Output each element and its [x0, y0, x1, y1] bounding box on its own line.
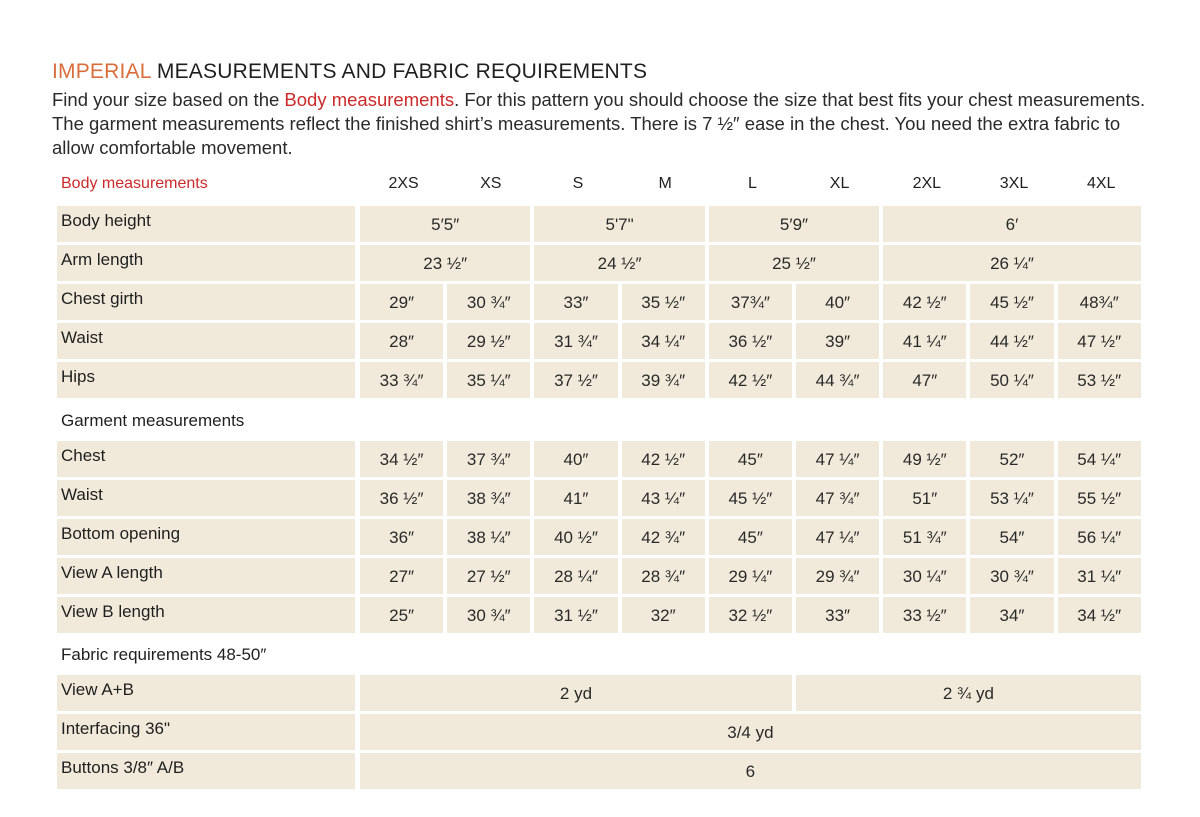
value-cell — [534, 206, 704, 242]
cell-value: 54 ¼″ — [1077, 450, 1122, 469]
cell-value: 5′9″ — [779, 215, 809, 234]
cell-value: 44 ¾″ — [815, 371, 860, 391]
row-label: Hips — [57, 362, 355, 398]
value-cell — [447, 441, 530, 477]
value-cell — [709, 558, 792, 594]
row-label: Interfacing 36" — [57, 714, 355, 750]
cell-value: 23 ½″ — [423, 254, 468, 274]
value-cell — [1058, 480, 1141, 516]
cell-value: 24 ½″ — [597, 254, 642, 274]
size-xl: XL — [829, 175, 850, 192]
cell-value: 29 ¼″ — [728, 567, 773, 587]
cell-value: 5'7" — [605, 215, 634, 234]
value-cell — [796, 362, 879, 398]
value-cell — [709, 245, 879, 281]
cell-value: 34 ½″ — [1077, 606, 1122, 626]
value-cell — [534, 519, 617, 555]
value-cell — [360, 362, 443, 398]
value-cell — [709, 284, 792, 320]
cell-value: 31 ¾″ — [554, 332, 598, 352]
value-cell — [360, 558, 443, 594]
value-cell — [883, 245, 1141, 281]
value-cell — [970, 597, 1053, 633]
cell-value: 6 — [745, 762, 756, 782]
cell-value: 45 ½″ — [728, 489, 773, 509]
value-cell — [970, 323, 1053, 359]
cell-value: 35 ¼″ — [466, 371, 511, 391]
cell-value: 53 ½″ — [1077, 371, 1122, 391]
value-cell — [622, 480, 705, 516]
value-cell — [360, 323, 443, 359]
cell-value: 27″ — [389, 567, 415, 587]
value-cell — [622, 323, 705, 359]
value-cell — [796, 519, 879, 555]
page-title — [52, 60, 647, 84]
cell-value: 27 ½″ — [466, 567, 511, 587]
value-cell — [1058, 362, 1141, 398]
cell-value: 34 ¼″ — [641, 332, 686, 352]
value-cell — [534, 480, 617, 516]
row-label: View A+B — [57, 675, 355, 711]
row-label: Waist — [57, 323, 355, 359]
cell-value: 42 ½″ — [641, 450, 686, 469]
value-cell — [447, 323, 530, 359]
cell-value: 42 ¾″ — [641, 528, 686, 548]
cell-value: 56 ¼″ — [1077, 528, 1122, 548]
row-view-b-length — [0, 597, 1200, 633]
value-cell — [709, 323, 792, 359]
value-cell — [534, 597, 617, 633]
cell-value: 32″ — [650, 606, 676, 626]
value-cell — [970, 362, 1053, 398]
section-heading: Fabric requirements 48-50″ — [61, 645, 267, 664]
cell-value: 3/4 yd — [727, 723, 774, 743]
body-measurements-label: Body measurements — [61, 175, 208, 192]
value-cell — [534, 245, 704, 281]
value-cell — [709, 362, 792, 398]
row-bottom-opening — [0, 519, 1200, 555]
row-label: Body height — [57, 206, 355, 242]
cell-value: 28 ¾″ — [641, 567, 686, 587]
value-cell — [1058, 597, 1141, 633]
size-2xl: 2XL — [912, 175, 942, 192]
cell-value: 30 ¾″ — [990, 567, 1034, 587]
cell-value: 31 ¼″ — [1077, 567, 1122, 587]
row-view-a-b — [0, 675, 1200, 711]
size-s: S — [572, 175, 584, 192]
value-cell — [534, 558, 617, 594]
value-cell — [622, 519, 705, 555]
size-header-row — [0, 175, 1200, 197]
cell-value: 40″ — [825, 293, 851, 313]
cell-value: 47″ — [912, 371, 938, 391]
cell-value: 28 ¼″ — [554, 567, 598, 587]
value-cell — [883, 323, 966, 359]
value-cell — [1058, 519, 1141, 555]
cell-value: 34 ½″ — [379, 450, 424, 469]
value-cell — [970, 558, 1053, 594]
cell-value: 36″ — [389, 528, 415, 548]
value-cell — [622, 362, 705, 398]
value-cell — [883, 597, 966, 633]
row-waist — [0, 323, 1200, 359]
cell-value: 28″ — [389, 332, 415, 352]
value-cell — [796, 675, 1141, 711]
row-arm-length — [0, 245, 1200, 281]
cell-value: 50 ¼″ — [990, 371, 1034, 391]
value-cell — [360, 675, 792, 711]
intro-highlight: Body measurements — [284, 89, 455, 110]
cell-value: 49 ½″ — [902, 450, 947, 469]
cell-value: 45 ½″ — [990, 293, 1034, 313]
value-cell — [796, 441, 879, 477]
value-cell — [447, 284, 530, 320]
value-cell — [796, 558, 879, 594]
cell-value: 6′ — [1005, 215, 1019, 234]
row-label: Arm length — [57, 245, 355, 281]
cell-value: 42 ½″ — [728, 371, 773, 391]
value-cell — [883, 206, 1141, 242]
cell-value: 47 ¾″ — [815, 489, 860, 509]
cell-value: 29 ½″ — [466, 332, 511, 352]
cell-value: 47 ¼″ — [815, 450, 860, 469]
value-cell — [622, 284, 705, 320]
value-cell — [970, 519, 1053, 555]
size-3xl: 3XL — [999, 175, 1029, 192]
row-label: Waist — [57, 480, 355, 516]
cell-value: 35 ½″ — [641, 293, 686, 313]
value-cell — [970, 441, 1053, 477]
size-xs: XS — [480, 175, 502, 192]
row-label: Chest girth — [57, 284, 355, 320]
value-cell — [360, 753, 1141, 789]
cell-value: 45″ — [737, 450, 763, 469]
cell-value: 39″ — [825, 332, 851, 352]
row-label: Bottom opening — [57, 519, 355, 555]
cell-value: 31 ½″ — [554, 606, 598, 626]
cell-value: 38 ¾″ — [466, 489, 511, 509]
value-cell — [360, 519, 443, 555]
size-l: L — [747, 175, 757, 192]
row-label: Chest — [57, 441, 355, 477]
cell-value: 37 ½″ — [554, 371, 598, 391]
cell-value: 33″ — [825, 606, 851, 626]
intro-before: Find your size based on the — [52, 89, 285, 110]
size-4xl: 4XL — [1086, 175, 1116, 192]
title-accent: IMPERIAL — [52, 60, 151, 83]
size-2xs: 2XS — [388, 175, 419, 192]
value-cell — [883, 362, 966, 398]
cell-value: 29 ¾″ — [815, 567, 860, 587]
cell-value: 34″ — [999, 606, 1025, 626]
value-cell — [796, 284, 879, 320]
value-cell — [447, 519, 530, 555]
cell-value: 53 ¼″ — [990, 489, 1034, 509]
value-cell — [534, 284, 617, 320]
value-cell — [360, 206, 530, 242]
cell-value: 45″ — [737, 528, 763, 548]
value-cell — [1058, 323, 1141, 359]
value-cell — [883, 558, 966, 594]
value-cell — [1058, 441, 1141, 477]
value-cell — [447, 480, 530, 516]
row-label: Buttons 3/8″ A/B — [57, 753, 355, 789]
value-cell — [709, 206, 879, 242]
cell-value: 5′5″ — [431, 215, 460, 234]
cell-value: 30 ¾″ — [466, 293, 511, 313]
value-cell — [883, 284, 966, 320]
cell-value: 2 ¾ yd — [942, 684, 994, 703]
value-cell — [970, 480, 1053, 516]
cell-value: 33 ¾″ — [379, 371, 424, 391]
cell-value: 51 ¾″ — [902, 528, 947, 548]
intro-after: . For this pattern you should choose the size that best fits your chest measurements. The garment measurements reflect the finished shirt’s measurements. There is 7 ½″ ease in the chest. You need the extra fabric to allow comfortable movement. — [52, 89, 1146, 158]
cell-value: 51″ — [912, 489, 938, 509]
cell-value: 30 ¾″ — [466, 606, 511, 626]
row-label: View B length — [57, 597, 355, 633]
value-cell — [360, 441, 443, 477]
cell-value: 41 ¼″ — [902, 332, 947, 352]
cell-value: 33 ½″ — [902, 606, 947, 626]
cell-value: 44 ½″ — [990, 332, 1034, 352]
cell-value: 25 ½″ — [772, 254, 816, 274]
value-cell — [534, 362, 617, 398]
row-chest-girth — [0, 284, 1200, 320]
value-cell — [970, 284, 1053, 320]
value-cell — [622, 558, 705, 594]
cell-value: 55 ½″ — [1077, 489, 1122, 509]
cell-value: 48¾″ — [1079, 293, 1119, 313]
cell-value: 37¾″ — [730, 293, 770, 313]
cell-value: 47 ½″ — [1077, 332, 1122, 352]
value-cell — [883, 441, 966, 477]
value-cell — [360, 284, 443, 320]
cell-value: 52″ — [999, 450, 1025, 469]
value-cell — [447, 597, 530, 633]
row-hips — [0, 362, 1200, 398]
section-heading: Garment measurements — [61, 411, 245, 430]
row-interfacing-36 — [0, 714, 1200, 750]
value-cell — [534, 441, 617, 477]
value-cell — [709, 441, 792, 477]
row-body-height — [0, 206, 1200, 242]
value-cell — [709, 480, 792, 516]
cell-value: 47 ¼″ — [815, 528, 860, 548]
row-chest — [0, 441, 1200, 477]
cell-value: 2 yd — [559, 684, 593, 703]
cell-value: 36 ½″ — [379, 489, 424, 509]
title-rest: MEASUREMENTS AND FABRIC REQUIREMENTS — [150, 60, 648, 83]
value-cell — [796, 480, 879, 516]
cell-value: 32 ½″ — [728, 606, 773, 626]
value-cell — [447, 558, 530, 594]
value-cell — [360, 714, 1141, 750]
cell-value: 36 ½″ — [728, 332, 773, 352]
row-view-a-length — [0, 558, 1200, 594]
row-label: View A length — [57, 558, 355, 594]
cell-value: 26 ¼″ — [990, 254, 1034, 274]
value-cell — [883, 480, 966, 516]
cell-value: 30 ¼″ — [902, 567, 947, 587]
value-cell — [360, 480, 443, 516]
cell-value: 43 ¼″ — [641, 489, 686, 509]
intro-paragraph — [52, 88, 1162, 160]
cell-value: 29″ — [389, 293, 415, 313]
cell-value: 40″ — [563, 450, 589, 469]
value-cell — [883, 519, 966, 555]
cell-value: 37 ¾″ — [466, 450, 511, 469]
value-cell — [360, 597, 443, 633]
cell-value: 42 ½″ — [902, 293, 947, 313]
value-cell — [796, 323, 879, 359]
cell-value: 25″ — [389, 606, 415, 626]
value-cell — [709, 519, 792, 555]
cell-value: 33″ — [563, 293, 589, 313]
value-cell — [622, 597, 705, 633]
row-waist — [0, 480, 1200, 516]
value-cell — [709, 597, 792, 633]
value-cell — [360, 245, 530, 281]
cell-value: 54″ — [999, 528, 1025, 548]
size-m: M — [658, 175, 672, 192]
value-cell — [796, 597, 879, 633]
cell-value: 39 ¾″ — [641, 371, 686, 391]
row-buttons-3-8-a-b — [0, 753, 1200, 789]
cell-value: 40 ½″ — [554, 528, 598, 548]
cell-value: 41″ — [563, 489, 589, 509]
value-cell — [534, 323, 617, 359]
value-cell — [1058, 284, 1141, 320]
value-cell — [1058, 558, 1141, 594]
value-cell — [447, 362, 530, 398]
cell-value: 38 ¼″ — [466, 528, 511, 548]
value-cell — [622, 441, 705, 477]
